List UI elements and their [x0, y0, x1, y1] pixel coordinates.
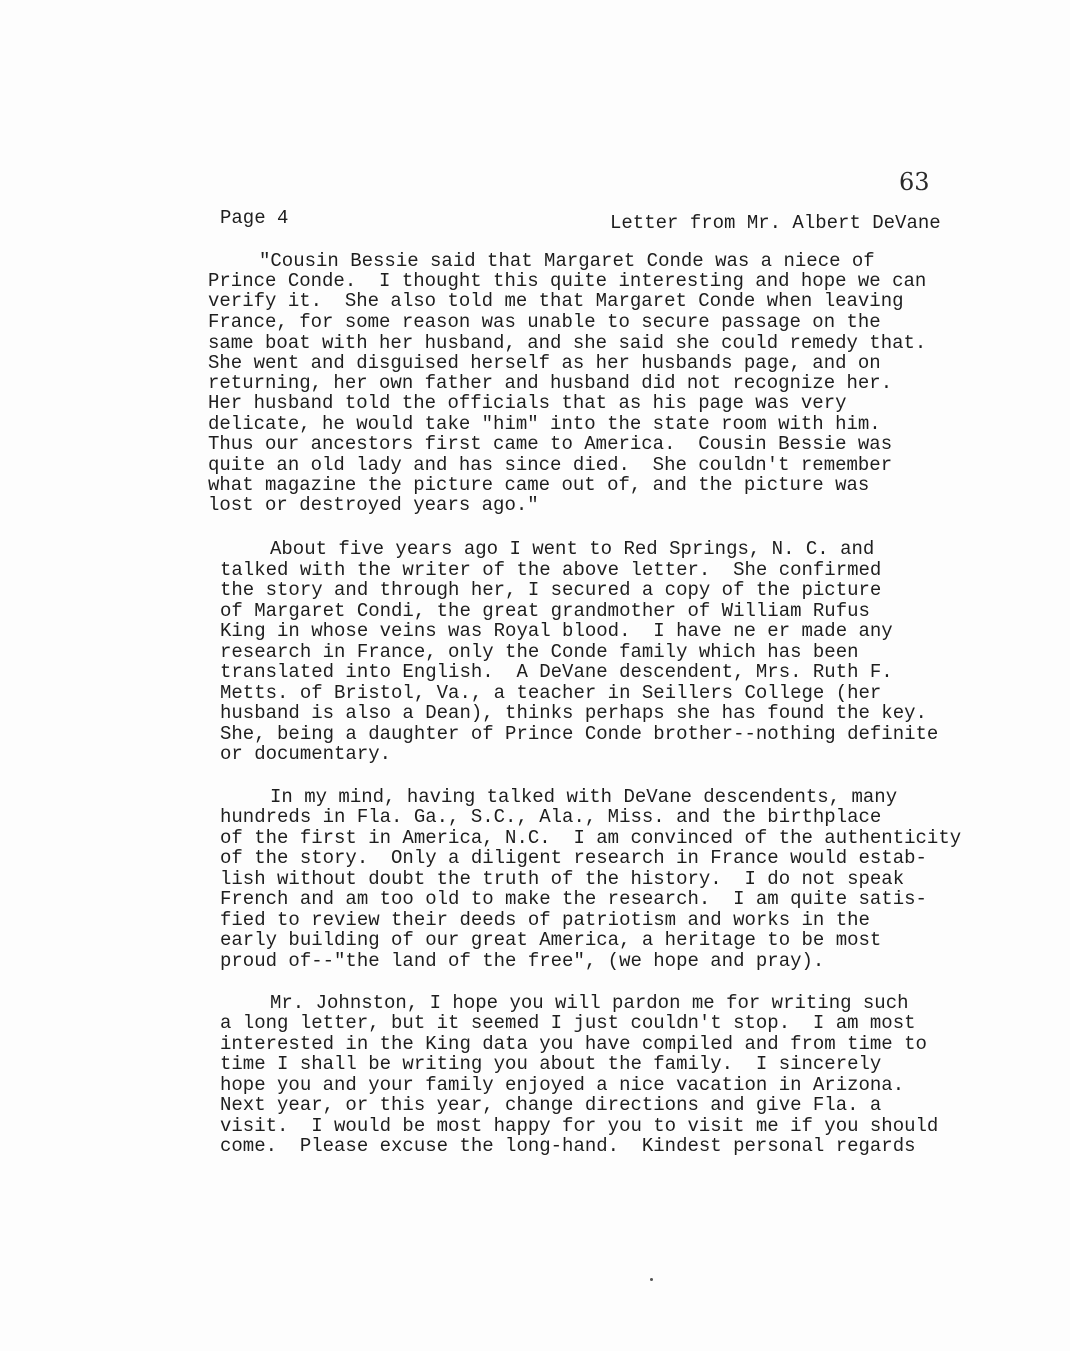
text-line: Metts. of Bristol, Va., a teacher in Seillers College (her: [220, 682, 882, 704]
text-line: verify it. She also told me that Margaret Conde when leaving: [208, 290, 904, 312]
text-line: Prince Conde. I thought this quite interesting and hope we can: [208, 270, 927, 292]
text-line: delicate, he would take "him" into the state room with him.: [208, 413, 881, 435]
stray-mark: [650, 1278, 653, 1281]
text-line: or documentary.: [220, 743, 392, 765]
text-line: visit. I would be most happy for you to visit me if you should: [220, 1115, 939, 1137]
text-line: come. Please excuse the long-hand. Kindest personal regards: [220, 1135, 916, 1157]
text-line: quite an old lady and has since died. She couldn't remember: [208, 454, 893, 476]
text-line: early building of our great America, a heritage to be most: [220, 929, 882, 951]
text-line: a long letter, but it seemed I just couldn't stop. I am most: [220, 1012, 916, 1034]
text-line: the story and through her, I secured a copy of the picture: [220, 579, 882, 601]
text-line: Thus our ancestors first came to America. Cousin Bessie was: [208, 433, 893, 455]
text-line: "Cousin Bessie said that Margaret Conde was a niece of: [259, 250, 875, 272]
text-line: of the story. Only a diligent research in France would estab-: [220, 847, 927, 869]
text-line: France, for some reason was unable to secure passage on the: [208, 311, 881, 333]
text-line: Mr. Johnston, I hope you will pardon me for writing such: [270, 992, 909, 1014]
text-line: what magazine the picture came out of, and the picture was: [208, 474, 870, 496]
page-number: 63: [899, 168, 930, 196]
text-line: talked with the writer of the above letter. She confirmed: [220, 559, 882, 581]
letter-title: Letter from Mr. Albert DeVane: [610, 212, 941, 234]
text-line: same boat with her husband, and she said she could remedy that.: [208, 332, 927, 354]
text-line: returning, her own father and husband did not recognize her.: [208, 372, 893, 394]
text-line: French and am too old to make the research. I am quite satis-: [220, 888, 927, 910]
text-line: proud of--"the land of the free", (we hope and pray).: [220, 950, 825, 972]
text-line: time I shall be writing you about the family. I sincerely: [220, 1053, 882, 1075]
text-line: of the first in America, N.C. I am convinced of the authenticity: [220, 827, 962, 849]
text-line: Next year, or this year, change directions and give Fla. a: [220, 1094, 882, 1116]
text-line: husband is also a Dean), thinks perhaps she has found the key.: [220, 702, 927, 724]
text-line: She, being a daughter of Prince Conde brother--nothing definite: [220, 723, 939, 745]
text-line: She went and disguised herself as her husbands page, and on: [208, 352, 881, 374]
text-line: hope you and your family enjoyed a nice vacation in Arizona.: [220, 1074, 905, 1096]
text-line: fied to review their deeds of patriotism and works in the: [220, 909, 870, 931]
text-line: lost or destroyed years ago.": [208, 494, 539, 516]
text-line: interested in the King data you have compiled and from time to: [220, 1033, 927, 1055]
text-line: hundreds in Fla. Ga., S.C., Ala., Miss. and the birthplace: [220, 806, 882, 828]
text-line: translated into English. A DeVane descendent, Mrs. Ruth F.: [220, 661, 893, 683]
text-line: About five years ago I went to Red Springs, N. C. and: [270, 538, 875, 560]
text-line: lish without doubt the truth of the history. I do not speak: [220, 868, 905, 890]
text-line: Her husband told the officials that as his page was very: [208, 392, 847, 414]
text-line: research in France, only the Conde family which has been: [220, 641, 859, 663]
text-line: King in whose veins was Royal blood. I have ne er made any: [220, 620, 893, 642]
text-line: In my mind, having talked with DeVane descendents, many: [270, 786, 898, 808]
page-label: Page 4: [220, 207, 289, 229]
text-line: of Margaret Condi, the great grandmother of William Rufus: [220, 600, 870, 622]
